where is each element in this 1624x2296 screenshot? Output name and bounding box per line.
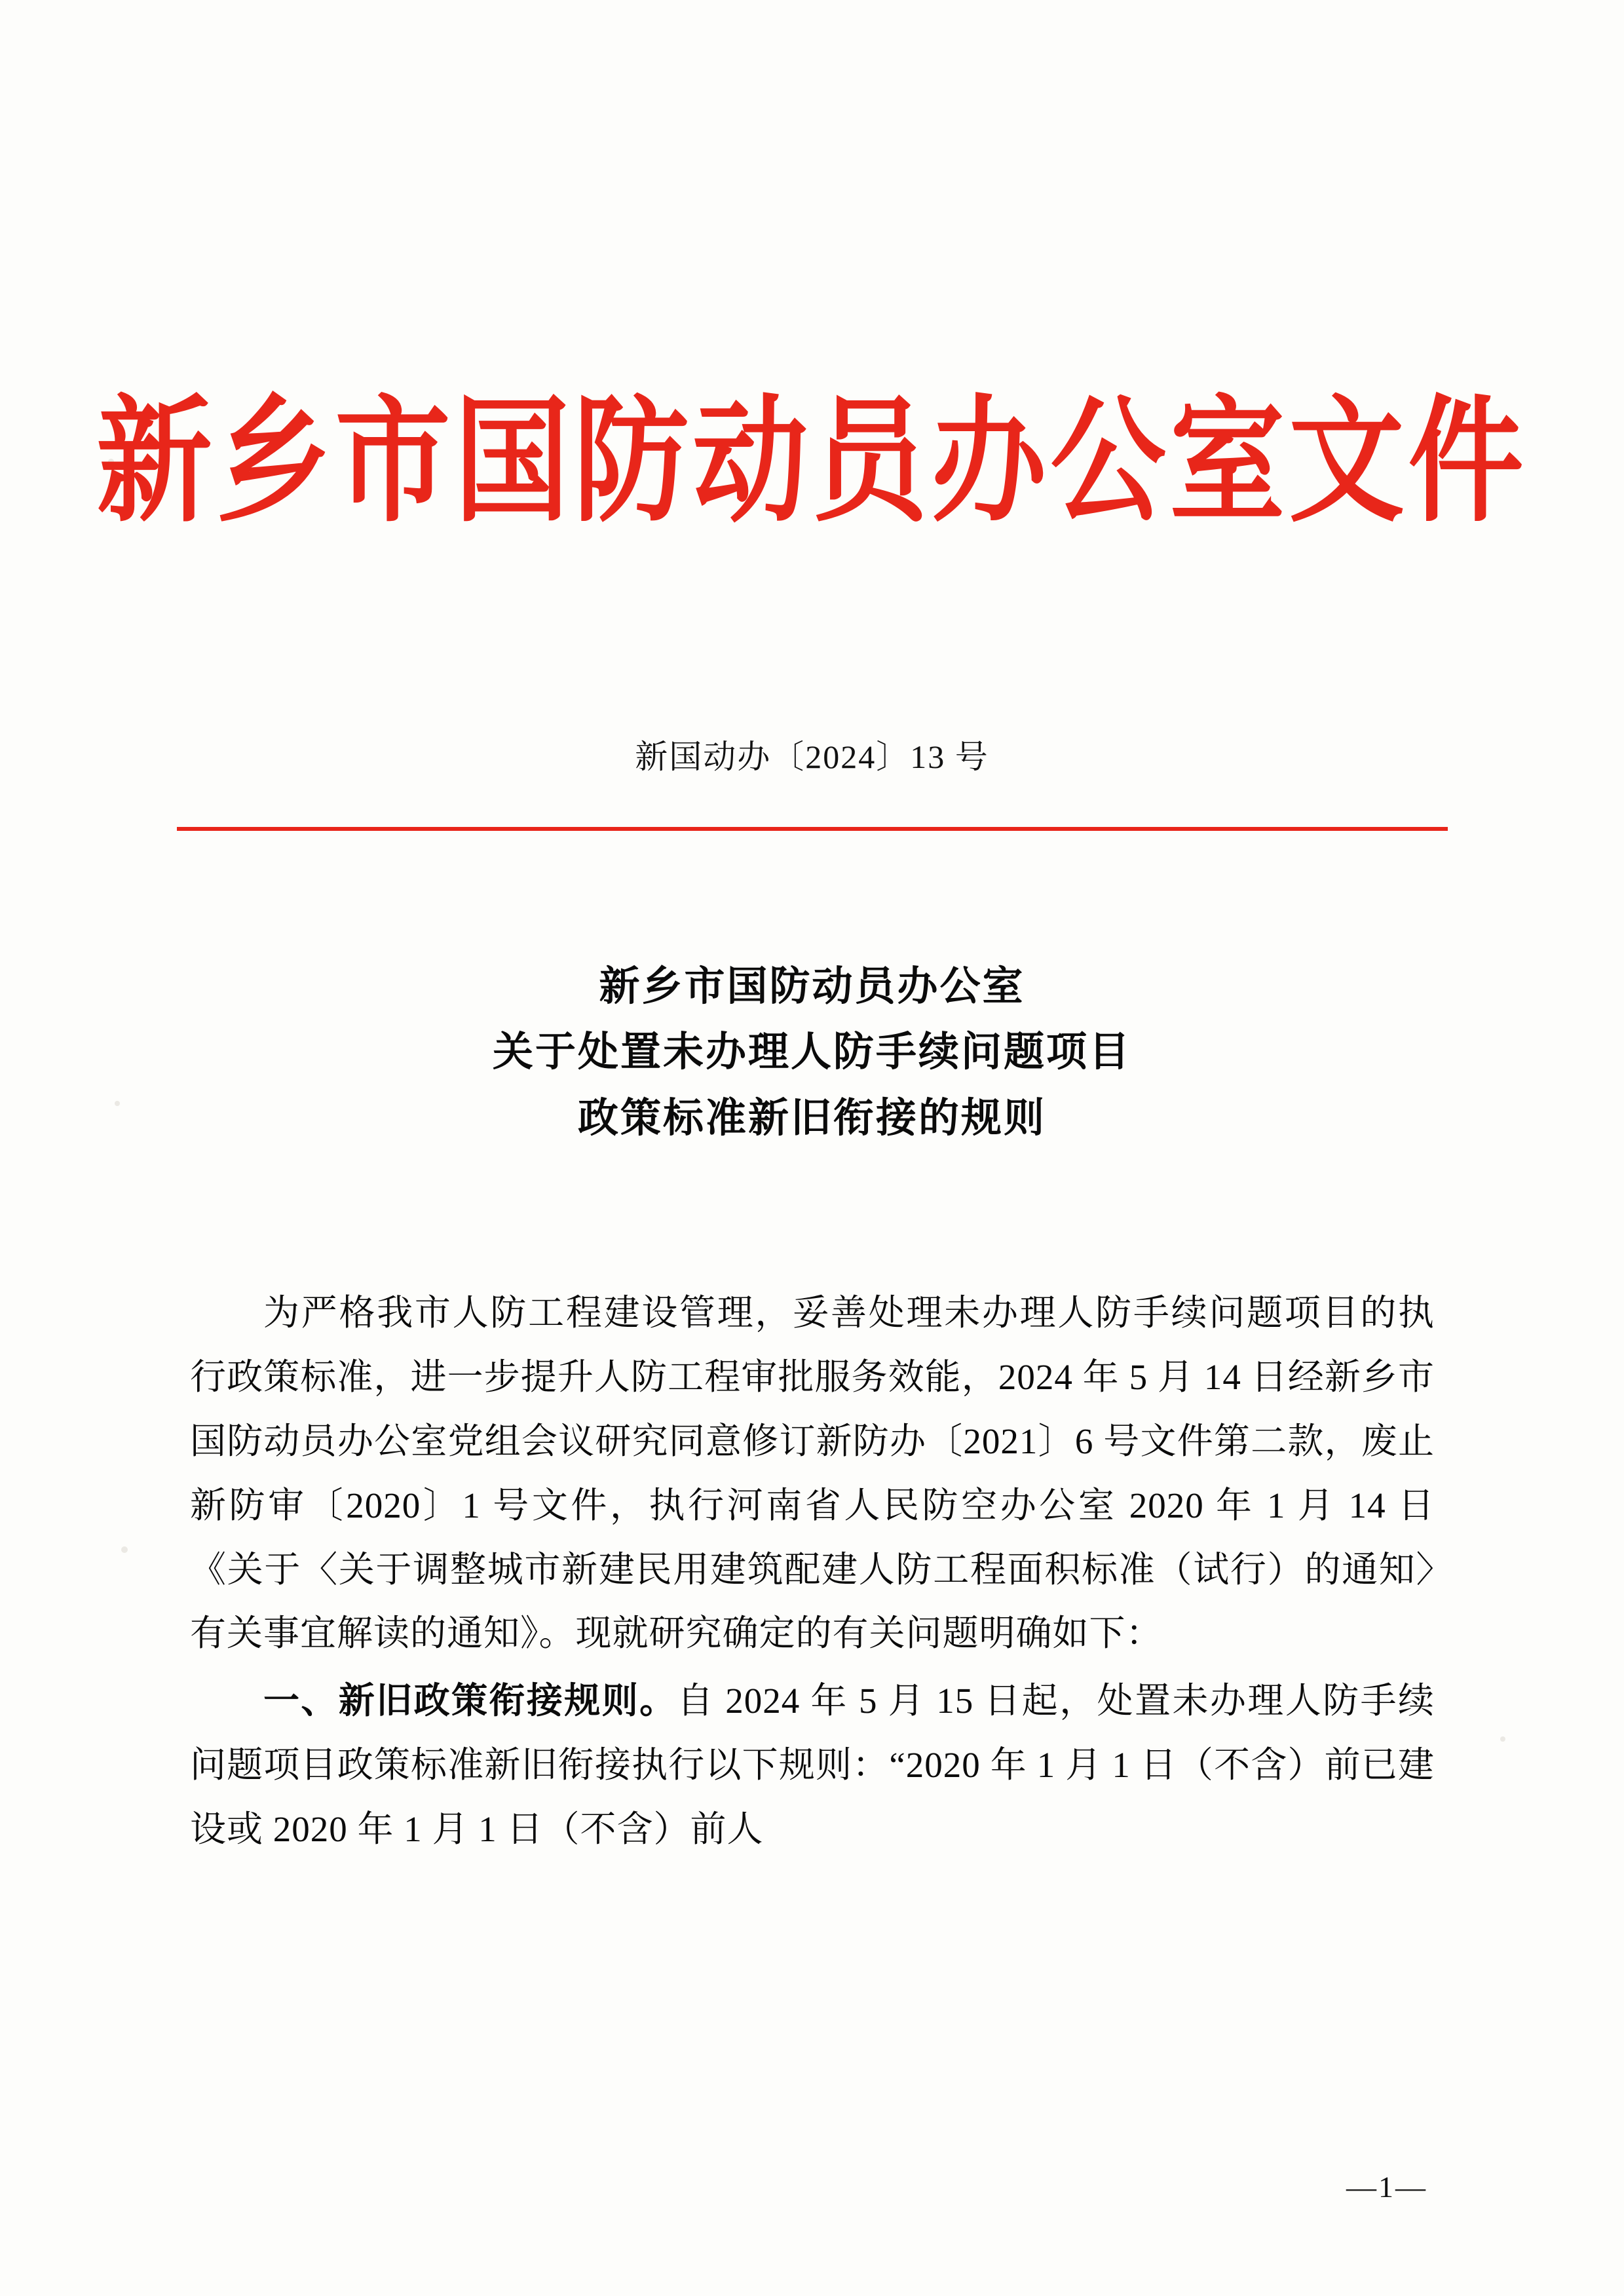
body-paragraph-2-lead: 一、新旧政策衔接规则。 <box>263 1679 677 1722</box>
body-paragraph-2: 一、新旧政策衔接规则。自 2024 年 5 月 15 日起，处置未办理人防手续问题项目政策标准新旧衔接执行以下规则：“2020 年 1 月 1 日（不含）前已建设或 2020 年 1 月 1 日（不含）前人 <box>190 1679 1435 1850</box>
red-divider-rule <box>177 827 1448 831</box>
title-line-2: 关于处置未办理人防手续问题项目 <box>492 1027 1131 1076</box>
page-number: —1— <box>1346 2170 1427 2204</box>
document-number: 新国动办〔2024〕13 号 <box>635 738 989 775</box>
title-line-3: 政策标准新旧衔接的规则 <box>577 1093 1046 1141</box>
title-line-1: 新乡市国防动员办公室 <box>599 962 1025 1010</box>
document-title <box>0 953 1624 1151</box>
masthead-title: 新乡市国防动员办公室文件 <box>96 381 1528 541</box>
body-paragraph-1: 为严格我市人防工程建设管理，妥善处理未办理人防手续问题项目的执行政策标准，进一步提升人防工程审批服务效能，2024 年 5 月 14 日经新乡市国防动员办公室党组会议研究同意修订新防办〔2021〕6 号文件第二款，废止新防审〔2020〕1 号文件，执行河南省人民防空办公室 2020 年 1 月 14 日《关于〈关于调整城市新建民用建筑配建人防工程面积标准（试行）的通知〉有关事宜解读的通知》。现就研究确定的有关问题明确如下： <box>190 1293 1435 1654</box>
paper-speck <box>1500 1736 1505 1742</box>
paper-speck <box>121 1546 128 1553</box>
document-body <box>190 1281 1435 1864</box>
masthead <box>0 381 1624 541</box>
